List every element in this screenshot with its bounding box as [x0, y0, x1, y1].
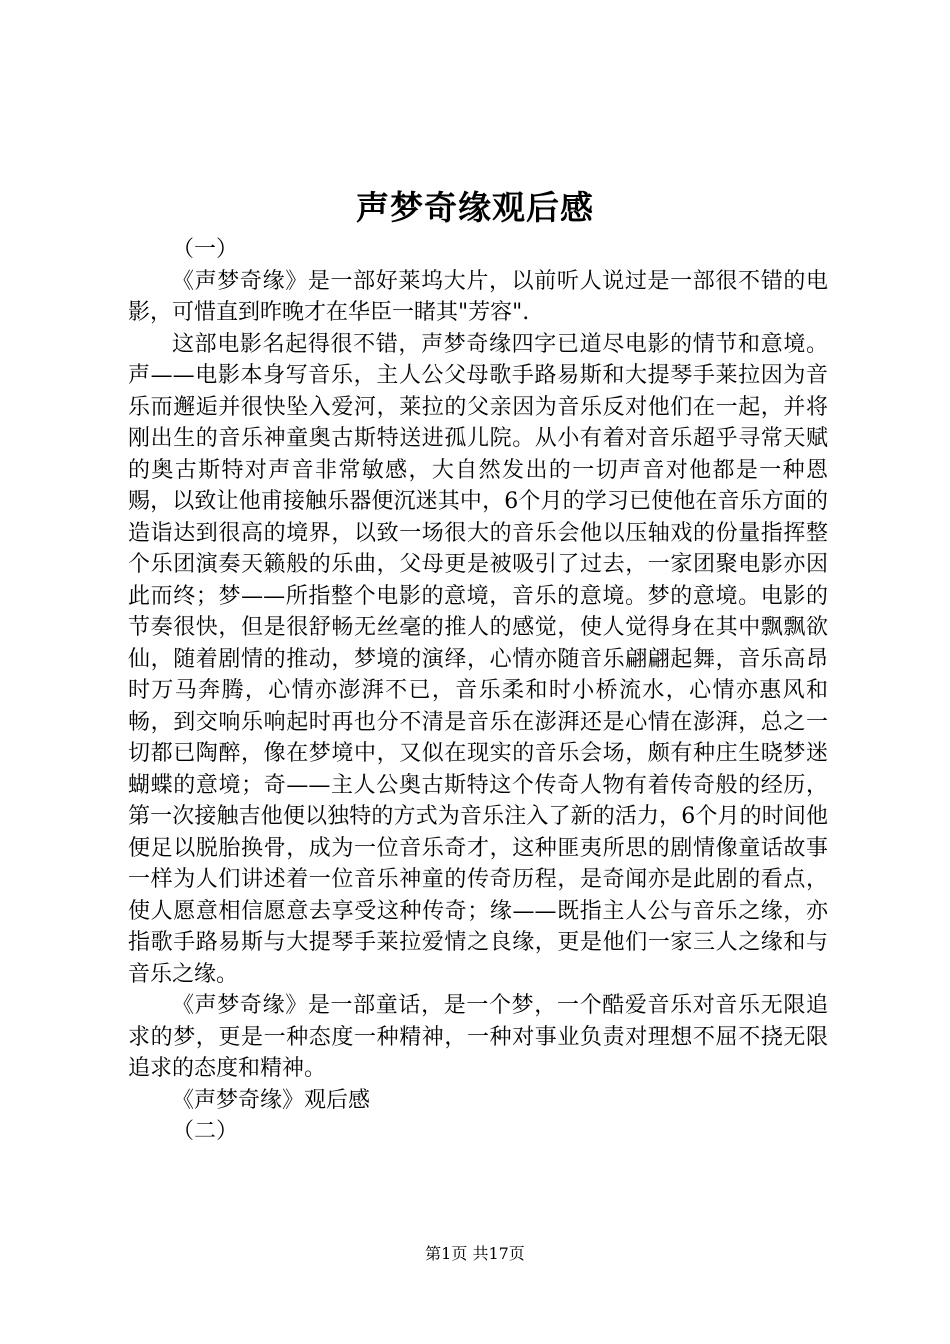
document-body — [128, 234, 828, 1148]
paragraph-subtitle: 《声梦奇缘》观后感 — [172, 1087, 371, 1113]
paragraph-section-marker-1: （一） — [172, 237, 239, 262]
document-title: 声梦奇缘观后感 — [356, 188, 594, 227]
paragraph-intro: 《声梦奇缘》是一部好莱坞大片，以前听人说过是一部很不错的电影，可惜直到昨晚才在华臣一睹其"芳容". — [128, 268, 828, 325]
paragraph-section-marker-2: （二） — [172, 1119, 239, 1144]
paragraph-conclusion: 《声梦奇缘》是一部童话，是一个梦，一个酷爱音乐对音乐无限追求的梦，更是一种态度一种精神，一种对事业负责对理想不屈不挠无限追求的态度和精神。 — [128, 993, 828, 1081]
page-footer: 第1页 共17页 — [425, 1244, 525, 1263]
paragraph-main: 这部电影名起得很不错，声梦奇缘四字已道尽电影的情节和意境。声——电影本身写音乐，主人公父母歌手路易斯和大提琴手莱拉因为音乐而邂逅并很快坠入爱河，莱拉的父亲因为音乐反对他们在一起，并将刚出生的音乐神童奥古斯特送进孤儿院。从小有着对音乐超乎寻常天赋的奥古斯特对声音非常敏感，大自然发出的一切声音对他都是一种恩赐，以致让他甫接触乐器便沉迷其中，6个月的学习已使他在音乐方面的造诣达到很高的境界，以致一场很大的音乐会他以压轴戏的份量指挥整个乐团演奏天籁般的乐曲，父母更是被吸引了过去，一家团聚电影亦因此而终；梦——所指整个电影的意境，音乐的意境。梦的意境。电影的节奏很快，但是很舒畅无丝毫的推人的感觉，使人觉得身在其中飘飘欲仙，随着剧情的推动，梦境的演绎，心情亦随音乐翩翩起舞，音乐高昂时万马奔腾，心情亦澎湃不已，音乐柔和时小桥流水，心情亦惠风和畅，到交响乐响起时再也分不清是音乐在澎湃还是心情在澎湃，总之一切都已陶醉，像在梦境中，又似在现实的音乐会场，颇有种庄生晓梦迷蝴蝶的意境；奇——主人公奥古斯特这个传奇人物有着传奇般的经历，第一次接触吉他便以独特的方式为音乐注入了新的活力，6个月的时间他便足以脱胎换骨，成为一位音乐奇才，这种匪夷所思的剧情像童话故事一样为人们讲述着一位音乐神童的传奇历程，是奇闻亦是此剧的看点，使人愿意相信愿意去享受这种传奇；缘——既指主人公与音乐之缘，亦指歌手路易斯与大提琴手莱拉爱情之良缘，更是他们一家三人之缘和与音乐之缘。 — [128, 331, 828, 987]
